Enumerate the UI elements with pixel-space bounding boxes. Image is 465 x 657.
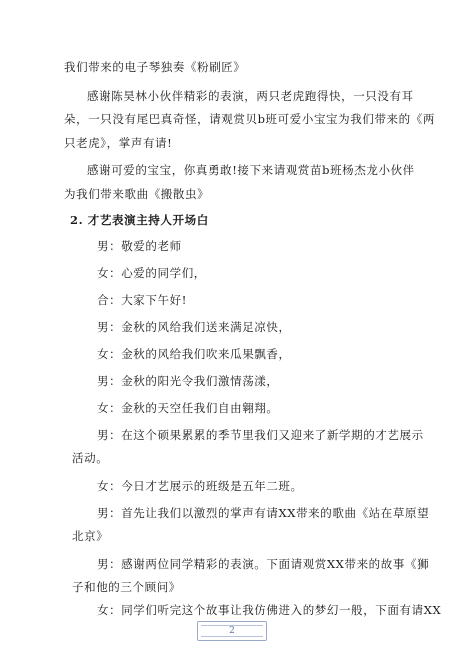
text-line: 女：心爱的同学们， xyxy=(97,266,206,280)
text-line: 北京》 xyxy=(72,529,109,543)
text-line: 为我们带来歌曲《搬散虫》 xyxy=(64,187,210,201)
page-number: 2 xyxy=(229,626,235,636)
text-line: 合：大家下午好! xyxy=(97,293,187,307)
text-line: 男：在这个硕果累累的季节里我们又迎来了新学期的才艺展示 xyxy=(97,428,424,442)
text-line: 我们带来的电子琴独奏《粉刷匠》 xyxy=(64,60,246,74)
text-line: 女：金秋的风给我们吹来瓜果飘香， xyxy=(97,347,291,361)
text-line: 只老虎》，掌声有请! xyxy=(64,136,173,150)
text-line: 活动。 xyxy=(72,451,109,465)
text-line: 女：今日才艺展示的班级是五年二班。 xyxy=(97,479,303,493)
section-heading: 2. 才艺表演主持人开场白 xyxy=(70,213,209,227)
text-line: 感谢可爱的宝宝，你真勇敢!接下来请观赏苗b班杨杰龙小伙伴 xyxy=(87,163,415,177)
text-line: 男：感谢两位同学精彩的表演。下面请观赏XX带来的故事《狮 xyxy=(97,557,430,571)
text-line: 感谢陈昊林小伙伴精彩的表演，两只老虎跑得快，一只没有耳 xyxy=(87,89,414,103)
text-line: 男：金秋的阳光令我们激情荡漾， xyxy=(97,374,279,388)
text-line: 男：金秋的风给我们送来满足凉快， xyxy=(97,320,291,334)
page-number-frame xyxy=(197,621,267,641)
text-line: 男：首先让我们以激烈的掌声有请XX带来的歌曲《站在草原望 xyxy=(97,506,430,520)
text-line: 子和他的三个顾问》 xyxy=(72,580,181,594)
text-line: 朵，一只没有尾巴真奇怪，请观赏贝b班可爱小宝宝为我们带来的《两 xyxy=(64,112,435,126)
text-line: 男：敬爱的老师 xyxy=(97,239,182,253)
text-line: 女：同学们听完这个故事让我仿佛进入的梦幻一般，下面有请XX xyxy=(97,603,442,617)
text-line: 女：金秋的天空任我们自由翱翔。 xyxy=(97,401,279,415)
